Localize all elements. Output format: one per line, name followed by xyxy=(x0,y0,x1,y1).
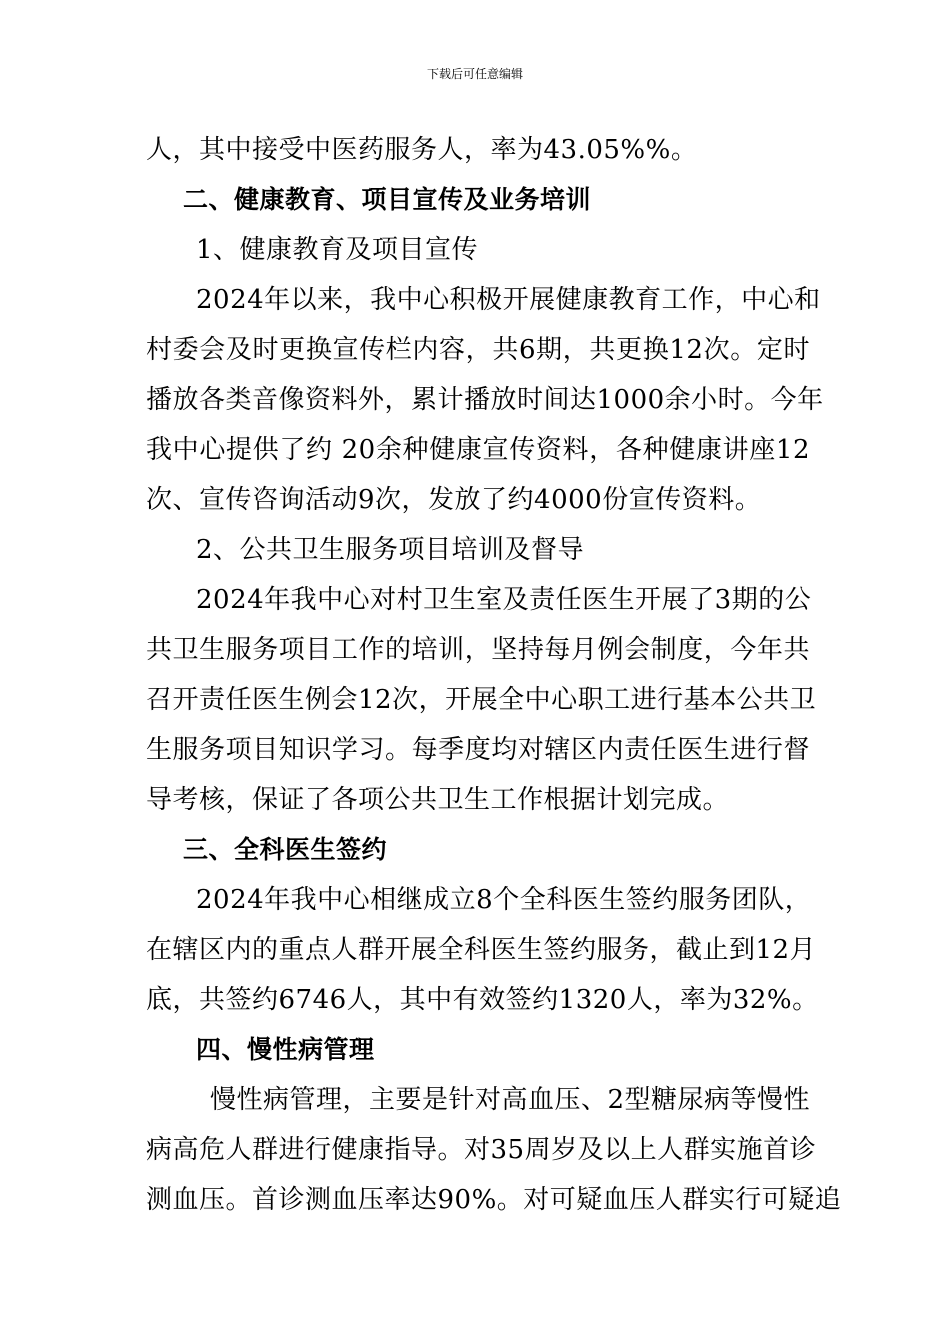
subsection-heading-2-2: 2、公共卫生服务项目培训及督导 xyxy=(196,535,585,565)
paragraph-line: 生服务项目知识学习。每季度均对辖区内责任医生进行督 xyxy=(146,735,810,765)
section-heading-4: 四、慢性病管理 xyxy=(196,1035,375,1064)
paragraph-line: 底，共签约6746人，其中有效签约1320人，率为32%。 xyxy=(146,985,819,1015)
paragraph-line: 播放各类音像资料外，累计播放时间达1000余小时。今年 xyxy=(146,385,824,415)
paragraph-line: 我中心提供了约 20余种健康宣传资料，各种健康讲座12 xyxy=(146,435,810,465)
page-header-note: 下载后可任意编辑 xyxy=(426,67,523,81)
section-heading-2: 二、健康教育、项目宣传及业务培训 xyxy=(183,185,592,214)
paragraph-line: 导考核，保证了各项公共卫生工作根据计划完成。 xyxy=(146,785,730,815)
paragraph-line: 病高危人群进行健康指导。对35周岁及以上人群实施首诊 xyxy=(146,1135,817,1165)
subsection-heading-2-1: 1、健康教育及项目宣传 xyxy=(196,235,479,265)
paragraph-line: 2024年我中心相继成立8个全科医生签约服务团队， xyxy=(196,885,812,915)
paragraph-line: 测血压。首诊测血压率达90%。对可疑血压人群实行可疑追 xyxy=(146,1185,842,1215)
paragraph-line: 次、宣传咨询活动9次，发放了约4000份宣传资料。 xyxy=(146,485,762,515)
paragraph-line: 召开责任医生例会12次，开展全中心职工进行基本公共卫 xyxy=(146,685,817,715)
paragraph-line: 2024年我中心对村卫生室及责任医生开展了3期的公 xyxy=(196,585,812,615)
paragraph-line: 人，其中接受中医药服务人，率为43.05%%。 xyxy=(146,135,698,165)
paragraph-line: 2024年以来，我中心积极开展健康教育工作，中心和 xyxy=(196,285,821,315)
section-heading-3: 三、全科医生签约 xyxy=(183,835,388,864)
paragraph-line: 慢性病管理，主要是针对高血压、2型糖尿病等慢性 xyxy=(210,1085,811,1115)
paragraph-line: 共卫生服务项目工作的培训，坚持每月例会制度，今年共 xyxy=(146,635,810,665)
paragraph-line: 在辖区内的重点人群开展全科医生签约服务，截止到12月 xyxy=(146,935,817,965)
paragraph-line: 村委会及时更换宣传栏内容，共6期，共更换12次。定时 xyxy=(146,335,810,365)
